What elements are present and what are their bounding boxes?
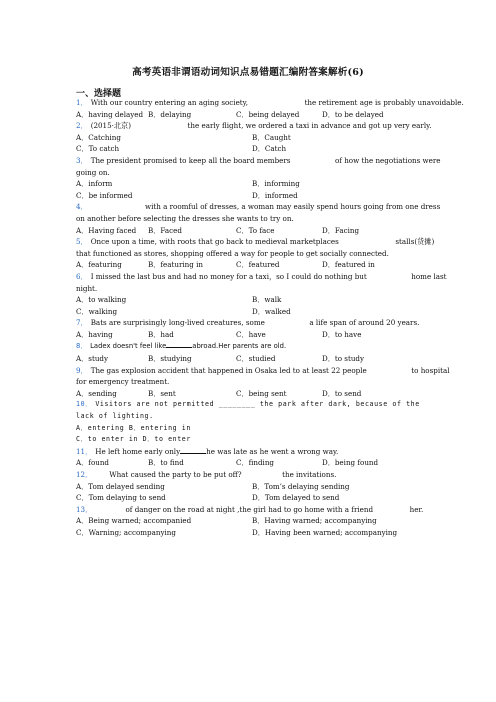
option-a[interactable]: A．inform <box>76 179 113 189</box>
question-12 <box>76 469 428 504</box>
question-7 <box>76 317 428 340</box>
option-b[interactable]: B．featuring in <box>148 260 204 270</box>
question-list <box>76 97 464 539</box>
option-d[interactable]: D．being found <box>322 458 379 468</box>
question-number: 1． <box>76 98 88 107</box>
section-heading: 一、选择题 <box>76 89 122 99</box>
option-d[interactable]: D．to enter <box>142 435 191 444</box>
options-row <box>76 225 428 237</box>
option-c[interactable]: C．be informed <box>76 190 133 200</box>
option-c[interactable]: C．Warning; accompanying <box>76 527 176 537</box>
question-text: Visitors are not permitted ________ the park after dark, because of the <box>95 400 420 409</box>
question-text: of how the negotiations were <box>332 155 441 165</box>
question-number: 5． <box>76 237 88 247</box>
option-a[interactable]: A．study <box>76 354 109 364</box>
options-row <box>76 388 428 400</box>
question-5 <box>76 236 435 271</box>
answer-blank <box>180 446 206 454</box>
question-text: on another before selecting the dresses she wants to try on. <box>76 213 294 223</box>
option-a[interactable]: A．Being warned; accompanied <box>76 516 192 526</box>
question-number: 7． <box>76 318 88 328</box>
question-text: night. <box>76 283 98 293</box>
question-13 <box>76 504 428 539</box>
question-number: 13． <box>76 504 93 514</box>
question-4 <box>76 201 441 236</box>
question-text: that functioned as stores, shopping offered a way for people to get socially connected. <box>76 248 389 258</box>
option-d[interactable]: D．to have <box>322 329 362 339</box>
option-c[interactable]: C．studied <box>236 354 276 364</box>
option-a[interactable]: A．Tom delayed sending <box>76 481 165 491</box>
options-row <box>76 178 428 190</box>
option-c[interactable]: C．To catch <box>76 144 120 154</box>
question-3 <box>76 155 441 201</box>
question-text: With our country entering an aging society, <box>90 98 251 107</box>
question-number: 10． <box>76 400 93 409</box>
option-c[interactable]: C．featured <box>236 260 280 270</box>
question-text: with a roomful of dresses, a woman may easily spend hours going from one dress <box>142 202 441 212</box>
question-number: 8． <box>76 342 88 351</box>
question-text: the early flight, we ordered a taxi in advance and got up very early. <box>185 121 432 131</box>
option-a[interactable]: A．found <box>76 458 110 468</box>
question-text: he was late as he went a wrong way. <box>206 446 339 456</box>
option-b[interactable]: B．Caught <box>252 132 291 142</box>
options-row <box>76 306 428 318</box>
option-b[interactable]: B．studying <box>148 354 192 364</box>
question-2 <box>76 120 432 155</box>
options-row <box>76 457 428 469</box>
question-8 <box>76 340 428 364</box>
option-c[interactable]: C．Tom delaying to send <box>76 493 166 503</box>
question-number: 4． <box>76 202 88 212</box>
question-text: home last <box>409 271 447 281</box>
question-text: The president promised to keep all the board members <box>90 155 293 165</box>
option-c[interactable]: C．have <box>236 329 266 339</box>
option-d[interactable]: D．to send <box>322 388 362 398</box>
question-text: abroad.Her parents are old. <box>192 342 287 351</box>
question-text: (2015·北京) <box>90 121 134 131</box>
question-text: the retirement age is probably unavoidable. <box>302 98 464 107</box>
options-row <box>76 481 428 493</box>
options-row <box>76 259 428 271</box>
option-b[interactable]: B．Tom’s delaying sending <box>252 481 350 491</box>
page-title: 高考英语非谓语动词知识点易错题汇编附答案解析(6) <box>132 67 364 78</box>
option-d[interactable]: D．Catch <box>252 144 287 154</box>
question-text: to hospital <box>409 365 450 375</box>
question-text: lack of lighting. <box>76 412 154 421</box>
option-d[interactable]: D．Facing <box>322 225 360 235</box>
question-text: the invitations. <box>279 470 337 479</box>
question-11 <box>76 446 428 469</box>
option-d[interactable]: D．to study <box>322 354 365 364</box>
option-b[interactable]: B．walk <box>252 295 282 305</box>
option-c[interactable]: C．To face <box>236 225 275 235</box>
option-c[interactable]: C．finding <box>236 458 274 468</box>
option-a[interactable]: A．featuring <box>76 260 122 270</box>
options-row <box>76 143 428 155</box>
question-number: 3． <box>76 155 88 165</box>
answer-blank <box>166 340 192 348</box>
question-text: a life span of around 20 years. <box>307 318 420 328</box>
question-number: 6． <box>76 271 88 281</box>
option-c[interactable]: C．being sent <box>236 388 287 398</box>
option-c[interactable]: C．walking <box>76 306 118 316</box>
question-text: for emergency treatment. <box>76 377 170 387</box>
options-row <box>76 492 428 504</box>
question-text: He left home early only <box>95 446 181 456</box>
option-b[interactable]: B．entering in <box>128 423 191 432</box>
question-number: 11． <box>76 446 93 456</box>
option-a[interactable]: A．entering <box>76 423 125 432</box>
question-text: Once upon a time, with roots that go back to medieval marketplaces <box>90 237 342 247</box>
option-d[interactable]: D．featured in <box>322 260 375 270</box>
option-c[interactable]: C．to enter in <box>76 435 139 444</box>
question-number: 12． <box>76 470 93 479</box>
option-d[interactable]: D．walked <box>252 306 291 316</box>
option-c[interactable]: C．being delayed <box>236 109 300 119</box>
options-row <box>76 527 428 539</box>
options-row <box>76 329 428 341</box>
question-text: stalls(货摊) <box>393 237 435 247</box>
question-6 <box>76 271 447 317</box>
question-text: Bats are surprisingly long-lived creatures, some <box>90 318 268 328</box>
options-row <box>76 109 428 121</box>
question-text: I missed the last bus and had no money for a taxi，so I could do nothing but <box>90 271 370 281</box>
option-a[interactable]: A．Catching <box>76 132 121 142</box>
option-b[interactable]: B．Faced <box>148 225 182 235</box>
question-text: going on. <box>76 167 110 177</box>
option-a[interactable]: A．to walking <box>76 295 127 305</box>
options-row <box>76 353 428 365</box>
options-row <box>76 294 428 306</box>
question-text: What caused the party to be put off? <box>109 470 244 479</box>
option-b[interactable]: B．sent <box>148 388 176 398</box>
option-b[interactable]: B．had <box>148 329 174 339</box>
option-a[interactable]: A．having <box>76 329 113 339</box>
options-row <box>76 423 428 435</box>
options-row <box>76 190 428 202</box>
question-text: Ladex doesn't feel like <box>90 342 167 351</box>
options-row <box>76 132 428 144</box>
question-number: 9． <box>76 365 88 375</box>
options-row <box>76 434 428 446</box>
question-text: The gas explosion accident that happened in Osaka led to at least 22 people <box>90 365 369 375</box>
question-number: 2． <box>76 121 88 131</box>
option-d[interactable]: D．informed <box>252 190 298 200</box>
option-b[interactable]: B．delaying <box>148 109 192 119</box>
option-d[interactable]: D．Tom delayed to send <box>252 493 340 503</box>
options-row <box>76 515 428 527</box>
option-d[interactable]: D．Having been warned; accompanying <box>252 527 398 537</box>
option-b[interactable]: B．to find <box>148 458 184 468</box>
question-1 <box>76 97 464 120</box>
option-a[interactable]: A．sending <box>76 388 117 398</box>
option-a[interactable]: A．Having faced <box>76 225 137 235</box>
question-text: of danger on the road at night ,the girl had to go home with a friend <box>123 504 376 514</box>
option-d[interactable]: D．to be delayed <box>322 109 384 119</box>
option-a[interactable]: A．having delayed <box>76 109 144 119</box>
question-9 <box>76 365 450 400</box>
question-text: her. <box>407 504 424 514</box>
question-10 <box>76 399 428 445</box>
option-b[interactable]: B．informing <box>252 179 300 189</box>
option-b[interactable]: B．Having warned; accompanying <box>252 516 377 526</box>
